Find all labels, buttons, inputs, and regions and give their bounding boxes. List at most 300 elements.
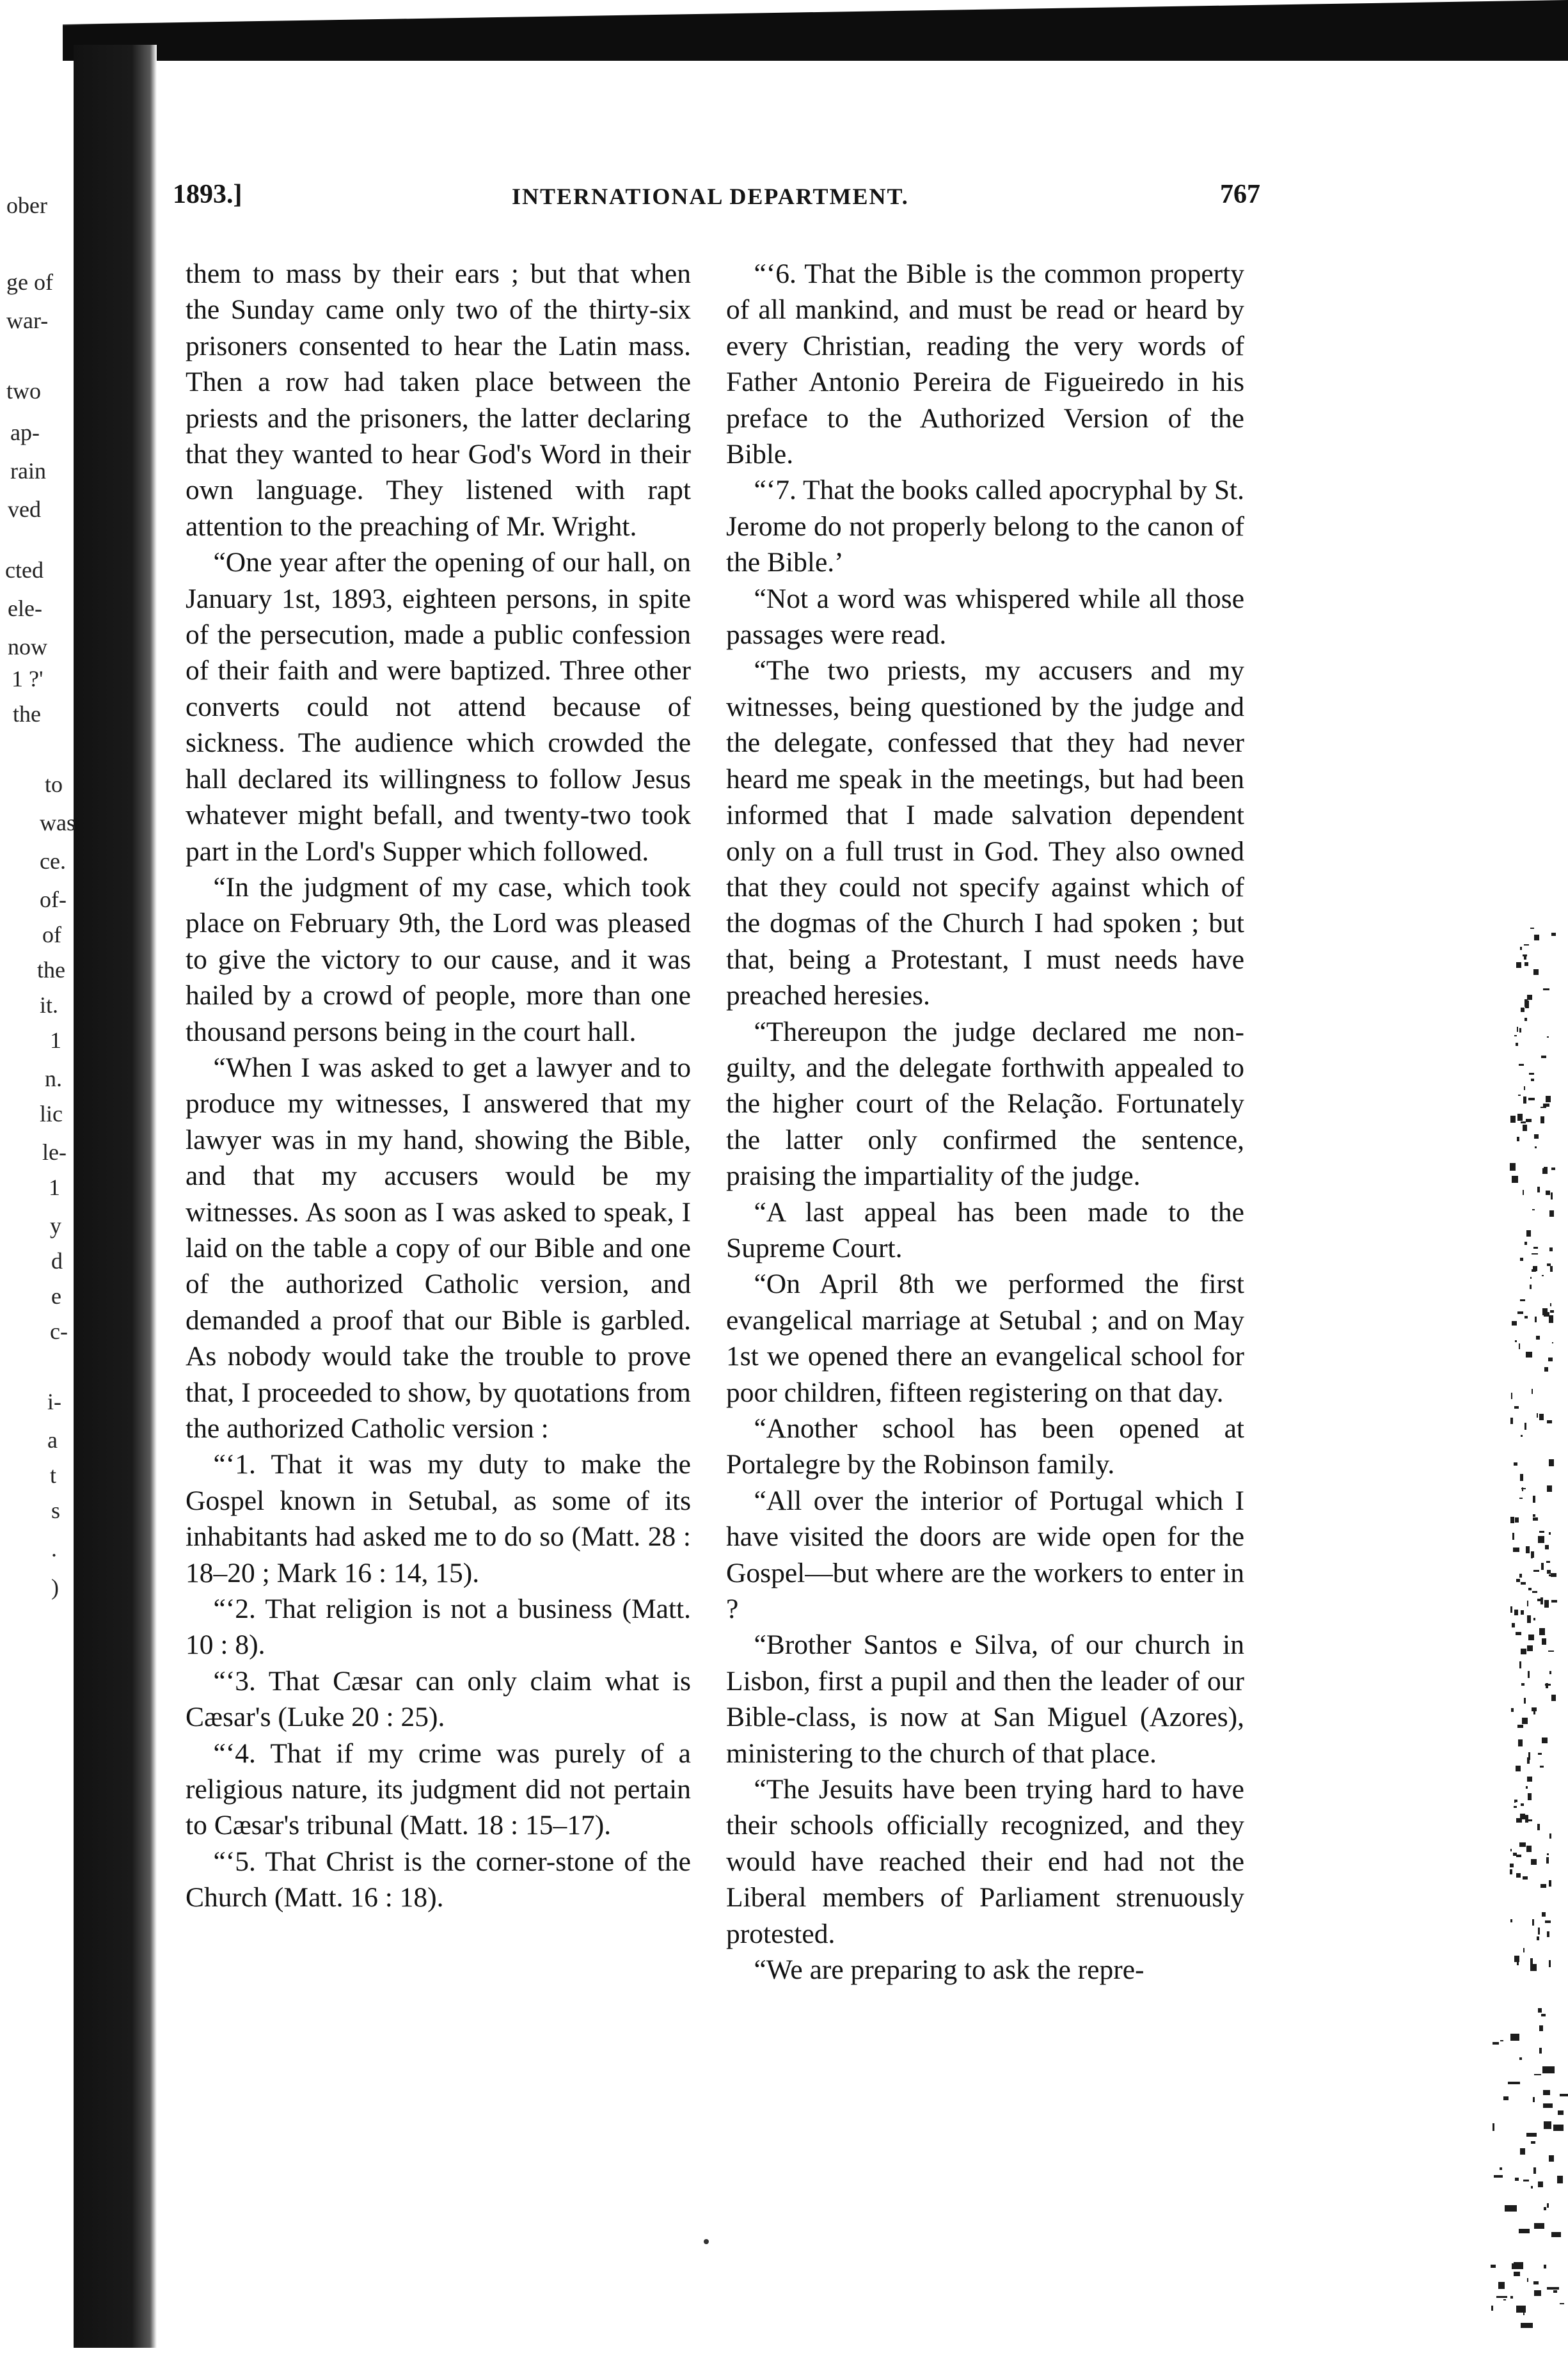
speckle-mark <box>1553 2290 1557 2293</box>
speckle-mark <box>1547 1931 1550 1937</box>
speckle-mark <box>1516 1632 1521 1635</box>
speckle-mark <box>1527 1777 1532 1782</box>
speckle-mark <box>1519 1028 1521 1033</box>
speckle-mark <box>1524 1018 1527 1021</box>
speckle-mark <box>1510 1919 1512 1922</box>
paragraph: “Another school has been opened at Portalegre by the Robinson family. <box>726 1413 1244 1480</box>
speckle-mark <box>1542 1168 1548 1174</box>
speckle-mark <box>1523 1190 1524 1195</box>
speckle-mark <box>1516 1873 1520 1878</box>
speckle-mark <box>1531 2186 1533 2189</box>
speckle-mark <box>1526 1846 1532 1852</box>
speckle-mark <box>1534 1134 1538 1139</box>
speckle-mark <box>1513 1548 1519 1553</box>
speckle-mark <box>1539 1628 1544 1635</box>
speckle-mark <box>1531 1859 1537 1865</box>
speckle-mark <box>1521 1121 1526 1123</box>
speckle-mark <box>1514 2272 1520 2276</box>
speckle-mark <box>1519 1064 1524 1066</box>
speckle-mark <box>1511 1393 1512 1398</box>
speckle-mark <box>1545 1545 1549 1549</box>
paragraph: “When I was asked to get a lawyer and to produce my witnesses, I answered that my lawyer was in my hand, showing the Bible, and that my accusers would be my witnesses. As soon as I was asked to speak, I laid on the table a copy of our Bible and one of the authorized Catholic version, and demanded a proof that our Bible is garbled. As nobody would take the trouble to prove that, I proceeded to show, by quotations from the authorized Catholic version : <box>186 1052 691 1444</box>
speckle-mark <box>1526 1230 1531 1236</box>
speckle-mark <box>1527 1615 1531 1622</box>
speckle-mark <box>1517 1027 1519 1032</box>
speckle-mark <box>1540 1884 1546 1887</box>
speckle-mark <box>1528 1588 1532 1590</box>
speckle-mark <box>1500 2040 1503 2041</box>
speckle-mark <box>1510 1517 1515 1523</box>
speckle-mark <box>1515 2178 1519 2180</box>
speckle-mark <box>1546 1561 1550 1563</box>
speckle-mark <box>1544 2207 1547 2210</box>
binding-gutter-shadow <box>74 45 157 2348</box>
speckle-mark <box>1541 1056 1546 1058</box>
speckle-mark <box>1538 2181 1543 2187</box>
speckle-mark <box>1521 1008 1524 1012</box>
speckle-mark <box>1533 2281 1539 2284</box>
speckle-mark <box>1519 2229 1530 2233</box>
speckle-mark <box>1515 1517 1519 1523</box>
speckle-mark <box>1544 1367 1548 1372</box>
page-header <box>173 179 1260 224</box>
speckle-mark <box>1546 1857 1549 1864</box>
speckle-mark <box>1510 2296 1513 2299</box>
speckle-mark <box>1542 1738 1548 1743</box>
speckle-mark <box>1521 1683 1524 1686</box>
speckle-mark <box>1520 1814 1525 1819</box>
margin-fragment: of <box>42 922 61 947</box>
speckle-mark <box>1549 1960 1550 1967</box>
speckle-mark <box>1544 2121 1551 2128</box>
speckle-mark <box>1530 1285 1532 1289</box>
margin-fragment: le- <box>42 1139 67 1165</box>
speckle-mark <box>1549 1315 1553 1323</box>
speckle-mark <box>1532 1591 1537 1593</box>
speckle-mark <box>1491 2265 1496 2268</box>
speckle-mark <box>1514 2262 1523 2267</box>
speckle-mark <box>1560 2303 1564 2305</box>
speckle-mark <box>1533 1570 1539 1572</box>
speckle-mark <box>1520 1258 1523 1261</box>
speckle-mark <box>1526 2133 1537 2137</box>
margin-fragment: . <box>51 1536 57 1562</box>
margin-fragment: 1 ?' <box>12 666 44 692</box>
page-number: 767 <box>1220 180 1260 209</box>
speckle-mark <box>1547 1036 1549 1038</box>
paragraph: “On April 8th we performed the first evangelical marriage at Setubal ; and on May 1st we opened there an evangelical school for poor children, fifteen registering on that day. <box>726 1269 1244 1408</box>
speckle-mark <box>1547 1853 1549 1855</box>
speckle-mark <box>1523 1876 1528 1880</box>
speckle-mark <box>1527 1601 1528 1607</box>
speckle-mark <box>1522 1718 1527 1724</box>
margin-fragment: lic <box>40 1101 63 1127</box>
paragraph: “Brother Santos e Silva, of our church in Lisbon, first a pupil and then the leader of our Bible-class, is now at San Miguel (Azores), ministering to the church of that place. <box>726 1629 1244 1769</box>
speckle-mark <box>1520 2148 1526 2155</box>
margin-fragment: i- <box>47 1389 61 1414</box>
speckle-mark <box>1512 1533 1514 1540</box>
speckle-mark <box>1491 2306 1494 2311</box>
margin-fragment: two <box>6 378 41 404</box>
paragraph: “‘5. That Christ is the corner-stone of the Church (Matt. 16 : 18). <box>186 1846 691 1913</box>
speckle-mark <box>1537 1936 1539 1940</box>
speckle-mark <box>1528 1635 1534 1640</box>
speckle-mark <box>1551 1695 1556 1701</box>
speckle-mark <box>1508 2082 1520 2084</box>
speckle-mark <box>1514 1462 1517 1465</box>
speckle-mark <box>1534 2223 1544 2229</box>
paragraph: “‘6. That the Bible is the common property of all mankind, and must be read or heard by every Christian, reading the very words of Father Antonio Pereira de Figueiredo in his preface to the Authorized Version of the Bible. <box>726 258 1244 470</box>
speckle-mark <box>1524 1316 1528 1318</box>
speckle-mark <box>1523 2180 1529 2181</box>
speckle-mark <box>1548 1651 1555 1652</box>
margin-fragment: 1 <box>50 1027 61 1053</box>
speckle-mark <box>1542 1912 1546 1917</box>
margin-fragment: ) <box>51 1574 59 1600</box>
margin-fragment: ele- <box>8 596 42 621</box>
paragraph: “Thereupon the judge declared me non-guilty, and the delegate forthwith appealed to the higher court of the Relação. Fortunately the latter only confirmed the sentence, praising the impartiality of the judge. <box>726 1016 1244 1192</box>
speckle-mark <box>1521 1488 1526 1489</box>
paragraph: “The two priests, my accusers and my witnesses, being questioned by the judge and the delegate, confessed that they had never heard me speak in the meetings, but had been informed that I made salvation dependent only on a full trust in God. They also owned that they could not specify against which of the dogmas of the Church I had spoken ; but that, being a Protestant, I must needs have preached heresies. <box>726 655 1244 1011</box>
margin-fragment: s <box>51 1498 61 1523</box>
speckle-mark <box>1533 1711 1535 1714</box>
speckle-mark <box>1532 1919 1534 1926</box>
speckle-mark <box>1539 2025 1543 2031</box>
speckle-mark <box>1510 1864 1514 1867</box>
speckle-mark <box>1510 1849 1512 1851</box>
speckle-mark <box>1536 1336 1540 1340</box>
speckle-mark <box>1530 1277 1532 1279</box>
page-edge-speckle <box>1478 928 1568 2367</box>
speckle-mark <box>1549 1210 1554 1217</box>
speckle-mark <box>1550 1303 1551 1307</box>
paragraph: “Not a word was whispered while all those passages were read. <box>726 583 1244 651</box>
speckle-mark <box>1533 1618 1535 1620</box>
speckle-mark <box>1537 1599 1541 1601</box>
speckle-mark <box>1535 1146 1537 1148</box>
speckle-mark <box>1533 1514 1535 1516</box>
margin-fragment: it. <box>40 992 59 1018</box>
speckle-mark <box>1521 2323 1533 2328</box>
paragraph: them to mass by their ears ; but that when the Sunday came only two of the thirty-six prisoners consented to hear the Latin mass. Then a row had taken place between the priests and the prisoners, the latter declaring that they wanted to hear God's Word in their own language. They listened with rapt attention to the preaching of Mr. Wright. <box>186 258 691 542</box>
speckle-mark <box>1557 2176 1563 2183</box>
speckle-mark <box>1528 1098 1535 1100</box>
speckle-mark <box>1498 2282 1505 2289</box>
speckle-mark <box>1514 1806 1517 1808</box>
speckle-mark <box>1529 1073 1534 1075</box>
speckle-mark <box>1530 1958 1533 1963</box>
speckle-mark <box>1533 1266 1537 1271</box>
speckle-mark <box>1538 2008 1542 2013</box>
speckle-mark <box>1549 1574 1553 1576</box>
speckle-mark <box>1543 988 1549 990</box>
speckle-mark <box>1534 2290 1541 2296</box>
speckle-mark <box>1547 2287 1559 2290</box>
speckle-mark <box>1527 2278 1529 2282</box>
speckle-mark <box>1541 1563 1544 1570</box>
speckle-mark <box>1530 928 1534 929</box>
speckle-mark <box>1512 1321 1517 1326</box>
speckle-mark <box>1510 1418 1513 1425</box>
speckle-mark <box>1524 1086 1526 1090</box>
speckle-mark <box>1540 1107 1546 1108</box>
speckle-mark <box>1539 1531 1544 1533</box>
speckle-mark <box>1528 1752 1530 1760</box>
speckle-mark <box>1517 1137 1519 1141</box>
speckle-mark <box>1545 1920 1551 1923</box>
speckle-mark <box>1538 1536 1544 1543</box>
speckle-mark <box>1551 2232 1561 2237</box>
speckle-mark <box>1493 2123 1494 2130</box>
speckle-mark <box>1548 1358 1553 1361</box>
speckle-mark <box>1519 1574 1522 1578</box>
speckle-mark <box>1519 1842 1526 1847</box>
speckle-mark <box>1519 1343 1520 1349</box>
margin-fragment: c- <box>50 1318 68 1344</box>
speckle-mark <box>1524 999 1528 1007</box>
speckle-mark <box>1528 1793 1532 1800</box>
speckle-mark <box>1514 1035 1516 1037</box>
scan-top-shadow <box>0 0 1568 61</box>
speckle-mark <box>1516 1855 1521 1857</box>
speckle-mark <box>1510 1869 1512 1874</box>
speckle-mark <box>1533 1517 1537 1521</box>
speckle-mark <box>1519 2057 1522 2060</box>
margin-fragment: ce. <box>40 848 66 874</box>
speckle-mark <box>1550 1266 1553 1272</box>
speckle-mark <box>1543 2103 1552 2109</box>
speckle-mark <box>1523 1096 1526 1104</box>
speckle-mark <box>1549 1671 1551 1675</box>
speckle-mark <box>1516 1579 1520 1582</box>
speckle-mark <box>1552 1342 1553 1343</box>
speckle-mark <box>1517 1114 1523 1121</box>
paragraph: “The Jesuits have been trying hard to have their schools officially recognized, and they would have reached their end had not the Liberal members of Parliament strenuously protested. <box>726 1774 1244 1949</box>
speckle-mark <box>1517 1311 1523 1315</box>
speckle-mark <box>1544 1312 1549 1317</box>
speckle-mark <box>1514 1610 1518 1616</box>
margin-fragment: ge of <box>6 269 53 295</box>
speckle-mark <box>1524 962 1529 965</box>
speckle-mark <box>1521 1649 1526 1654</box>
paragraph: “‘1. That it was my duty to make the Gospel known in Setubal, as some of its inhabitants had asked me to do so (Matt. 28 : 18–20 ; Mark 16 : 14, 15). <box>186 1449 691 1588</box>
paragraph: “‘3. That Cæsar can only claim what is Cæsar's (Luke 20 : 25). <box>186 1665 691 1733</box>
speckle-mark <box>1523 2308 1524 2315</box>
speckle-mark <box>1549 2155 1555 2162</box>
speckle-mark <box>1521 1610 1524 1615</box>
speckle-mark <box>1524 1242 1527 1245</box>
margin-fragment: the <box>37 957 65 983</box>
paragraph: “We are preparing to ask the repre- <box>754 1954 1144 1986</box>
speckle-mark <box>1524 1698 1526 1704</box>
speckle-mark <box>1527 1645 1532 1652</box>
speckle-mark <box>1558 2110 1564 2115</box>
speckle-mark <box>1526 1352 1532 1358</box>
running-head: INTERNATIONAL DEPARTMENT. <box>512 184 909 209</box>
speckle-mark <box>1540 1116 1545 1124</box>
speckle-mark <box>1551 1168 1555 1170</box>
speckle-mark <box>1547 1420 1552 1423</box>
speckle-mark <box>1533 1551 1534 1558</box>
speckle-mark <box>1505 2205 1517 2212</box>
speckle-mark <box>1532 1389 1533 1394</box>
speckle-mark <box>1532 1707 1537 1711</box>
speckle-mark <box>1543 2090 1550 2094</box>
margin-fragment: e <box>51 1283 61 1309</box>
margin-fragment: y <box>50 1213 61 1239</box>
speckle-mark <box>1519 1661 1521 1668</box>
speckle-mark <box>1515 1340 1517 1343</box>
margin-fragment: ved <box>8 496 41 522</box>
speckle-mark <box>1547 2203 1549 2208</box>
speckle-mark <box>1532 1253 1538 1255</box>
margin-fragment: to <box>45 772 63 797</box>
speckle-mark <box>1549 1880 1551 1887</box>
speckle-mark <box>1550 1310 1554 1313</box>
speckle-mark <box>1510 1163 1516 1171</box>
speckle-mark <box>1537 1187 1540 1192</box>
speckle-mark <box>1520 1299 1525 1301</box>
speckle-mark <box>1512 1623 1514 1627</box>
speckle-mark <box>1521 1435 1523 1437</box>
speckle-mark <box>1551 1600 1557 1602</box>
speckle-mark <box>1544 1600 1549 1607</box>
speckle-mark <box>1535 1317 1537 1322</box>
speckle-mark <box>1533 1247 1538 1249</box>
speckle-mark <box>1531 1079 1534 1081</box>
speckle-mark <box>1518 1095 1521 1096</box>
speckle-mark <box>1503 2096 1509 2100</box>
speckle-mark <box>1520 947 1522 950</box>
speckle-mark <box>1549 1459 1554 1466</box>
speckle-mark <box>1521 1582 1526 1585</box>
margin-fragment: rain <box>10 458 46 484</box>
speckle-mark <box>1546 1191 1549 1195</box>
margin-fragment: of- <box>40 887 67 912</box>
margin-fragment: war- <box>6 308 49 333</box>
speckle-mark <box>1533 1496 1536 1502</box>
speckle-mark <box>1534 935 1539 940</box>
speckle-mark <box>1534 2074 1542 2076</box>
paragraph: “A last appeal has been made to the Supreme Court. <box>726 1196 1244 1263</box>
speckle-mark <box>1542 1638 1546 1645</box>
speckle-mark <box>1549 1247 1553 1251</box>
speckle-mark <box>1517 1725 1523 1728</box>
speckle-mark <box>1546 1096 1551 1102</box>
paragraph: “‘4. That if my crime was purely of a religious nature, its judgment did not pertain to Cæsar's tribunal (Matt. 18 : 15–17). <box>186 1738 691 1841</box>
speckle-mark <box>1542 2066 1555 2074</box>
speckle-mark <box>1493 2042 1499 2045</box>
speckle-mark <box>1496 2296 1507 2298</box>
speckle-mark <box>1520 1474 1523 1481</box>
speckle-mark <box>1531 2141 1535 2144</box>
paragraph: “All over the interior of Portugal which I have visited the doors are wide open for the Gospel—but where are the workers to enter in ? <box>726 1485 1244 1625</box>
speckle-mark <box>1503 2299 1506 2300</box>
margin-fragment: 1 <box>49 1175 60 1200</box>
speckle-mark <box>1516 1766 1520 1771</box>
speckle-mark <box>1514 1956 1519 1962</box>
speckle-mark <box>1511 1708 1514 1712</box>
speckle-mark <box>1538 1753 1542 1755</box>
speckle-mark <box>1519 1498 1523 1499</box>
header-date: 1893.] <box>173 180 242 209</box>
speckle-mark <box>1530 1964 1537 1971</box>
speckle-mark <box>1510 1116 1516 1123</box>
text-column-left <box>186 256 691 1916</box>
speckle-mark <box>1526 1819 1532 1821</box>
margin-fragment: the <box>13 701 41 727</box>
speckle-mark <box>1526 1119 1531 1122</box>
speckle-mark <box>1527 995 1532 1000</box>
speckle-mark <box>1524 1423 1526 1430</box>
speckle-mark <box>1518 1739 1523 1746</box>
speckle-mark <box>1512 1176 1518 1184</box>
margin-fragment: t <box>50 1462 57 1488</box>
margin-fragment: now <box>8 634 47 660</box>
speckle-mark <box>1510 1606 1512 1613</box>
speckle-mark <box>1541 2014 1546 2016</box>
speckle-mark <box>1494 2175 1503 2178</box>
speckle-mark <box>1526 1546 1530 1553</box>
margin-fragment: was <box>40 810 75 835</box>
paragraph: “‘2. That religion is not a business (Matt. 10 : 8). <box>186 1594 691 1661</box>
speckle-mark <box>1521 1803 1524 1806</box>
speckle-mark <box>1514 1406 1519 1409</box>
speckle-mark <box>1537 1824 1540 1830</box>
speckle-mark <box>1523 1125 1527 1130</box>
speckle-mark <box>1539 1414 1543 1420</box>
speckle-mark <box>1549 1833 1551 1839</box>
speckle-mark <box>1524 955 1526 960</box>
speckle-mark <box>1540 1766 1544 1768</box>
speckle-mark <box>1539 2048 1542 2054</box>
speckle-mark <box>1542 1275 1544 1276</box>
margin-fragment: ober <box>6 193 47 218</box>
paragraph: “One year after the opening of our hall, on January 1st, 1893, eighteen persons, in spite of the persecution, made a public confession of their faith and were baptized. Three other converts could not attend because of sickness. The audience which crowded the hall declared its willingness to follow Jesus whatever might befall, and twenty-two took part in the Lord's Supper which followed. <box>186 547 691 867</box>
speckle-mark <box>1500 2167 1502 2170</box>
paragraph: “In the judgment of my case, which took place on February 9th, the Lord was pleased to give the victory to our cause, and it was hailed by a crowd of people, more than one thousand persons being in the court hall. <box>186 871 691 1047</box>
margin-fragment: ap- <box>10 420 40 445</box>
ink-dot <box>704 2239 709 2244</box>
adjacent-page-fragments <box>0 0 75 2350</box>
speckle-mark <box>1533 2097 1535 2102</box>
speckle-mark <box>1538 1928 1539 1935</box>
speckle-mark <box>1524 944 1529 946</box>
margin-fragment: d <box>51 1248 63 1274</box>
speckle-mark <box>1528 1671 1530 1678</box>
margin-fragment: n. <box>45 1066 62 1091</box>
speckle-mark <box>1532 1209 1535 1210</box>
speckle-mark <box>1549 1532 1551 1535</box>
speckle-mark <box>1551 1192 1553 1199</box>
speckle-mark <box>1553 2125 1564 2131</box>
paragraph: “‘7. That the books called apocryphal by St. Jerome do not properly belong to the canon of the Bible.’ <box>726 475 1244 578</box>
speckle-mark <box>1537 1413 1539 1417</box>
speckle-mark <box>1533 969 1539 975</box>
speckle-mark <box>1547 1485 1552 1491</box>
speckle-mark <box>1523 1948 1524 1952</box>
speckle-mark <box>1546 1683 1548 1688</box>
speckle-mark <box>1560 2094 1568 2096</box>
speckle-mark <box>1516 1043 1517 1046</box>
speckle-mark <box>1551 933 1556 935</box>
margin-fragment: a <box>47 1427 58 1453</box>
speckle-mark <box>1516 1800 1517 1802</box>
speckle-mark <box>1526 1786 1528 1788</box>
speckle-mark <box>1533 2167 1537 2174</box>
margin-fragment: cted <box>5 557 44 583</box>
text-column-right <box>726 256 1244 1988</box>
